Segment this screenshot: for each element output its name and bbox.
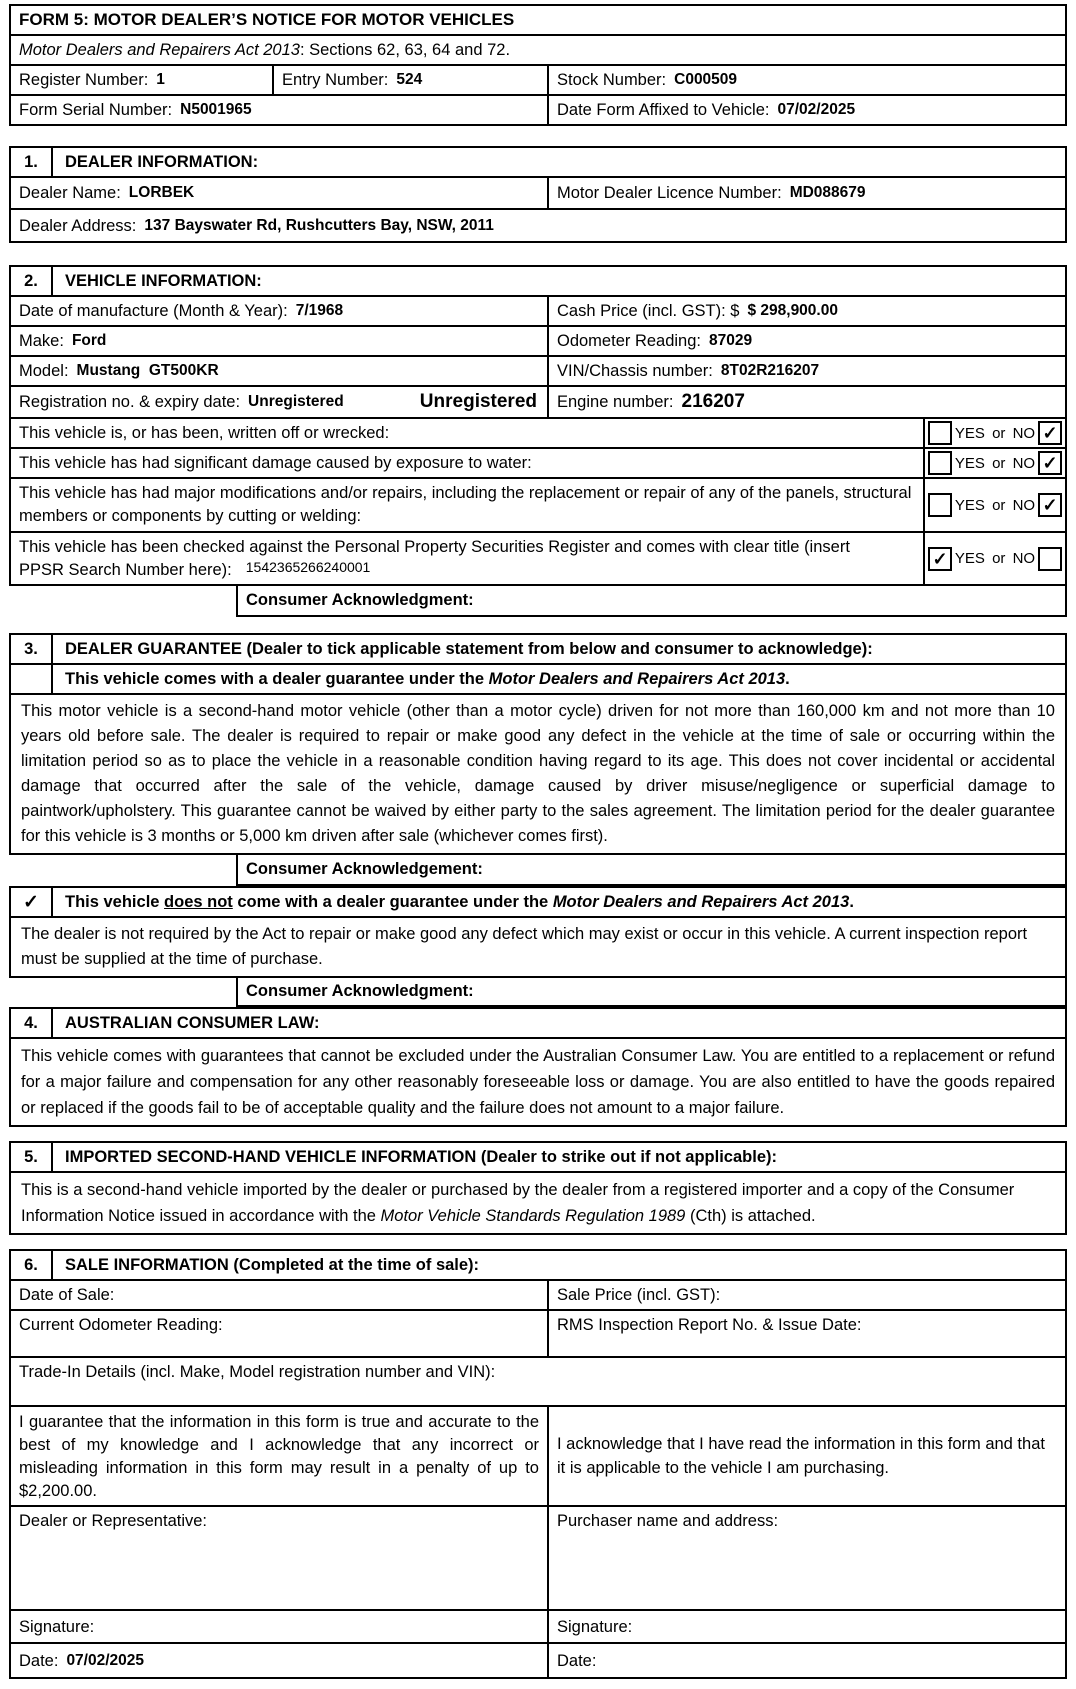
registration-label: Registration no. & expiry date: (19, 393, 241, 411)
purchaser-declaration-text: I acknowledge that I have read the information in this form and that it is applicable to the vehicle I am purchasing. (547, 1407, 1065, 1505)
question-modifications-row (11, 479, 1065, 533)
rms-inspection-label: RMS Inspection Report No. & Issue Date: (557, 1316, 862, 1334)
register-number-cell (11, 66, 272, 94)
cash-price-value: $ 298,900.00 (747, 302, 838, 319)
consumer-law-text-box (9, 1037, 1067, 1127)
section6-number: 6. (24, 1256, 38, 1274)
engine-number-value: 216207 (681, 391, 745, 412)
modifications-yes-or-no-label: YES or NO (954, 496, 1036, 514)
guarantee-statement-row (11, 665, 1065, 693)
entry-number-cell (272, 66, 547, 94)
dealer-guarantee-header-table (9, 633, 1067, 695)
date-affixed-label: Date Form Affixed to Vehicle: (557, 101, 770, 119)
act-reference (11, 36, 1065, 64)
imported-regulation-name: Motor Vehicle Standards Regulation 1989 (380, 1207, 686, 1225)
written-off-yes-or-no-label: YES or NO (954, 424, 1036, 442)
dealer-signature-cell[interactable] (11, 1611, 547, 1642)
vin-value: 8T02R216207 (720, 362, 820, 379)
ppsr-text-line1: This vehicle has been checked against the Personal Property Securities Register and comes with clear title (insert (19, 538, 850, 556)
section4-header-row (11, 1009, 1065, 1037)
dealer-address-value: 137 Bayswater Rd, Rushcutters Bay, NSW, 2011 (144, 216, 494, 234)
question-modifications-answer-zone (923, 479, 1065, 531)
stock-number-label: Stock Number: (557, 71, 667, 89)
no-guarantee-statement-mid: come with a dealer guarantee under the (232, 893, 553, 911)
water-damage-yes-or-no-label: YES or NO (954, 454, 1036, 472)
guarantee-statement-act-name: Motor Dealers and Repairers Act 2013 (488, 670, 786, 688)
register-number-value: 1 (156, 71, 165, 88)
dealer-address-cell (11, 210, 1065, 241)
question-written-off-text: This vehicle is, or has been, written off or wrecked: (19, 423, 390, 442)
section2-number: 2. (24, 272, 38, 290)
manufacture-date-label: Date of manufacture (Month & Year): (19, 302, 288, 320)
sale-information-table (9, 1249, 1067, 1679)
purchaser-name-cell[interactable] (547, 1507, 1065, 1609)
form-title-row (11, 6, 1065, 36)
vin-cell (547, 357, 1065, 385)
ppsr-yes-checkbox[interactable]: ✓ (928, 547, 952, 571)
vin-label: VIN/Chassis number: (557, 362, 713, 380)
guarantee-statement-prefix: This vehicle comes with a dealer guarantee under the (65, 670, 489, 688)
no-guarantee-does-not: does not (164, 893, 233, 911)
guarantee-terms-box (9, 693, 1067, 855)
no-guarantee-statement-table (9, 886, 1067, 918)
question-modifications-text: This vehicle has had major modifications and/or repairs, including the replacement or repair of any of the panels, structural members or components by cutting or welding: (19, 484, 912, 525)
cash-price-label: Cash Price (incl. GST): $ (557, 302, 740, 320)
section2-header-row (11, 267, 1065, 297)
date-of-sale-row (11, 1281, 1065, 1311)
registration-value: Unregistered (248, 393, 344, 410)
no-guarantee-terms-paragraph: The dealer is not required by the Act to repair or make good any defect which may exist or occur in this vehicle. A current inspection report must be supplied at the time of purchase. (21, 925, 1028, 968)
consumer-law-paragraph: This vehicle comes with guarantees that cannot be excluded under the Australian Consumer Law. You are entitled to a replacement or refund for a major failure and compensation for any other reasonably foreseeable loss or damage. You are also entitled to have the goods repaired or replaced if the goods fail to be of acceptable quality and the failure does not amount to a major failure. (21, 1047, 1055, 1117)
registration-value-stamp: Unregistered (419, 391, 537, 412)
written-off-no-checkbox[interactable]: ✓ (1038, 421, 1062, 445)
modifications-no-checkbox[interactable]: ✓ (1038, 493, 1062, 517)
date-affixed-cell (547, 96, 1065, 124)
purchaser-date-label: Date: (557, 1651, 597, 1670)
make-odometer-row (11, 327, 1065, 357)
model-label: Model: (19, 362, 69, 380)
model-value: Mustang GT500KR (76, 362, 219, 379)
form-header-table (9, 4, 1067, 126)
water-damage-no-checkbox[interactable]: ✓ (1038, 451, 1062, 475)
register-number-label: Register Number: (19, 71, 149, 89)
dealer-name-value: LORBEK (128, 184, 195, 201)
question-water-damage-text: This vehicle has had significant damage caused by exposure to water: (19, 453, 532, 472)
dealer-information-table (9, 146, 1067, 243)
no-guarantee-terms-box (9, 916, 1067, 978)
written-off-yes-checkbox[interactable] (928, 421, 952, 445)
imported-vehicle-paragraph (11, 1173, 1065, 1233)
guarantee-statement-text (51, 665, 1065, 693)
section5-header-row (11, 1143, 1065, 1171)
water-damage-yes-checkbox[interactable] (928, 451, 952, 475)
dealer-date-value: 07/02/2025 (66, 1651, 145, 1669)
section5-number: 5. (24, 1148, 38, 1166)
dealer-address-row (11, 210, 1065, 241)
date-of-sale-label: Date of Sale: (19, 1286, 115, 1304)
imported-vehicle-text-box (9, 1171, 1067, 1235)
section2-title: VEHICLE INFORMATION: (51, 267, 1065, 295)
dealer-licence-cell (547, 178, 1065, 208)
act-sections: : Sections 62, 63, 64 and 72. (299, 41, 511, 59)
form-serial-label: Form Serial Number: (19, 101, 173, 119)
dealer-licence-value: MD088679 (789, 184, 866, 201)
guarantee-statement-suffix: . (785, 670, 790, 688)
current-odometer-row (11, 1311, 1065, 1358)
australian-consumer-law-table (9, 1007, 1067, 1039)
no-guarantee-statement-prefix: This vehicle (65, 893, 165, 911)
act-reference-row (11, 36, 1065, 66)
cash-price-cell (547, 297, 1065, 325)
make-value: Ford (71, 332, 107, 349)
dealer-address-label: Dealer Address: (19, 216, 137, 235)
trade-in-label: Trade-In Details (incl. Make, Model registration number and VIN): (19, 1363, 496, 1381)
no-guarantee-statement-suffix: . (849, 893, 854, 911)
dealer-name-cell (11, 178, 547, 208)
section3-consumer-acknowledgement-box: Consumer Acknowledgement: (236, 853, 1067, 886)
manufacture-date-value: 7/1968 (295, 302, 344, 319)
no-guarantee-checkbox[interactable]: ✓ (23, 891, 39, 913)
guarantee-terms-paragraph: This motor vehicle is a second-hand motor vehicle (other than a motor cycle) driven for not more than 160,000 km and not more than 10 years old before sale. The dealer is required to repair or make good any defect in the vehicle at the time of sale or occurring within the limitation period so as to place the vehicle in a reasonable condition having regard to its age. This does not cover incidental or accidental damage that occurred after the sale of the vehicle, damage caused by driver misuse/negligence or superficial damage to paintwork/upholstery. This guarantee cannot be waived by either party to the sales agreement. The limitation period for the dealer guarantee for this vehicle is 3 months or 5,000 km driven after sale (whichever comes first). (21, 702, 1055, 845)
odometer-label: Odometer Reading: (557, 332, 701, 350)
registration-engine-row (11, 387, 1065, 419)
date-of-sale-cell[interactable] (11, 1281, 547, 1309)
registry-numbers-row (11, 66, 1065, 96)
entry-number-value: 524 (396, 71, 423, 88)
vehicle-information-table (9, 265, 1067, 586)
dealer-signature-label: Signature: (19, 1617, 95, 1636)
purchaser-date-cell[interactable] (547, 1644, 1065, 1677)
section1-header-row (11, 148, 1065, 178)
imported-paragraph-suffix: (Cth) is attached. (685, 1207, 816, 1225)
entry-number-label: Entry Number: (282, 71, 389, 89)
imported-vehicle-table (9, 1141, 1067, 1173)
section1-title: DEALER INFORMATION: (51, 148, 1065, 176)
model-cell (11, 357, 547, 385)
dates-row (11, 1644, 1065, 1677)
question-water-damage-row (11, 449, 1065, 479)
serial-affixed-row (11, 96, 1065, 124)
guarantee-applies-checkbox[interactable] (11, 665, 51, 693)
no-guarantee-act-name: Motor Dealers and Repairers Act 2013 (552, 893, 850, 911)
sale-price-cell[interactable] (547, 1281, 1065, 1309)
section2-consumer-acknowledgment-box: Consumer Acknowledgment: (236, 584, 1067, 617)
odometer-cell (547, 327, 1065, 355)
dealer-declaration-text: I guarantee that the information in this form is true and accurate to the best of my knowledge and I acknowledge that any incorrect or misleading information in this form may result in a penalty of up to $2,200.00. (19, 1413, 539, 1500)
question-ppsr-row (11, 533, 1065, 584)
ppsr-yes-or-no-label: YES or NO (954, 550, 1036, 567)
ppsr-text-line2: PPSR Search Number here): (19, 561, 232, 579)
modifications-yes-checkbox[interactable] (928, 493, 952, 517)
imported-paragraph-prefix: This is a second-hand vehicle imported by the dealer or purchased by the dealer from a registered importer and a copy of the Consumer Information Notice issued in accordance with the (21, 1181, 1015, 1225)
purchaser-name-label: Purchaser name and address: (557, 1512, 779, 1530)
act-name: Motor Dealers and Repairers Act 2013 (19, 41, 300, 59)
question-ppsr-answer-zone (923, 533, 1065, 584)
registration-cell (11, 387, 547, 417)
section4-number: 4. (24, 1014, 38, 1032)
dealer-date-label: Date: (19, 1651, 59, 1670)
model-vin-row (11, 357, 1065, 387)
odometer-value: 87029 (709, 332, 753, 349)
section6-header-row (11, 1251, 1065, 1281)
signatures-row (11, 1611, 1065, 1644)
rms-inspection-cell[interactable] (547, 1311, 1065, 1356)
dealer-name-label: Dealer Name: (19, 184, 121, 202)
question-written-off-row (11, 419, 1065, 449)
question-ppsr-text (11, 533, 923, 584)
trade-in-row (11, 1358, 1065, 1407)
manufacture-date-cell (11, 297, 547, 325)
section1-number: 1. (24, 153, 38, 171)
dealer-representative-label: Dealer or Representative: (19, 1512, 208, 1530)
trade-in-cell[interactable] (11, 1358, 1065, 1405)
no-guarantee-statement-text (51, 888, 1065, 916)
form-serial-value: N5001965 (180, 101, 252, 118)
purchaser-signature-cell[interactable] (547, 1611, 1065, 1642)
section3-consumer-acknowledgment-box2: Consumer Acknowledgment: (236, 976, 1067, 1007)
engine-number-cell (547, 387, 1065, 417)
make-label: Make: (19, 332, 64, 350)
section5-title: IMPORTED SECOND-HAND VEHICLE INFORMATION (Dealer to strike out if not applicable): (51, 1143, 1065, 1171)
manufacture-price-row (11, 297, 1065, 327)
dealer-licence-label: Motor Dealer Licence Number: (557, 184, 782, 202)
no-guarantee-statement-row (11, 888, 1065, 916)
purchaser-signature-label: Signature: (557, 1617, 633, 1636)
dealer-name-row (11, 178, 1065, 210)
section3-header-row (11, 635, 1065, 665)
question-water-damage-answer-zone (923, 449, 1065, 477)
section4-title: AUSTRALIAN CONSUMER LAW: (51, 1009, 1065, 1037)
section6-title: SALE INFORMATION (Completed at the time of sale): (51, 1251, 1065, 1279)
stock-number-cell (547, 66, 1065, 94)
make-cell (11, 327, 547, 355)
current-odometer-label: Current Odometer Reading: (19, 1316, 223, 1334)
dealer-date-cell[interactable] (11, 1644, 547, 1677)
names-row (11, 1507, 1065, 1611)
section3-title: DEALER GUARANTEE (Dealer to tick applicable statement from below and consumer to acknowledge): (51, 635, 1065, 663)
form-serial-cell (11, 96, 547, 124)
date-affixed-value: 07/02/2025 (777, 101, 856, 118)
dealer-representative-cell[interactable] (11, 1507, 547, 1609)
sale-price-label: Sale Price (incl. GST): (557, 1286, 721, 1304)
ppsr-search-number-value: 1542365266240001 (245, 559, 371, 575)
question-written-off-answer-zone (923, 419, 1065, 447)
stock-number-value: C000509 (674, 71, 738, 88)
section3-number: 3. (24, 640, 38, 658)
declaration-row (11, 1407, 1065, 1507)
ppsr-no-checkbox[interactable] (1038, 547, 1062, 571)
engine-number-label: Engine number: (557, 393, 674, 411)
form-title: FORM 5: MOTOR DEALER’S NOTICE FOR MOTOR VEHICLES (19, 10, 515, 29)
current-odometer-cell[interactable] (11, 1311, 547, 1356)
